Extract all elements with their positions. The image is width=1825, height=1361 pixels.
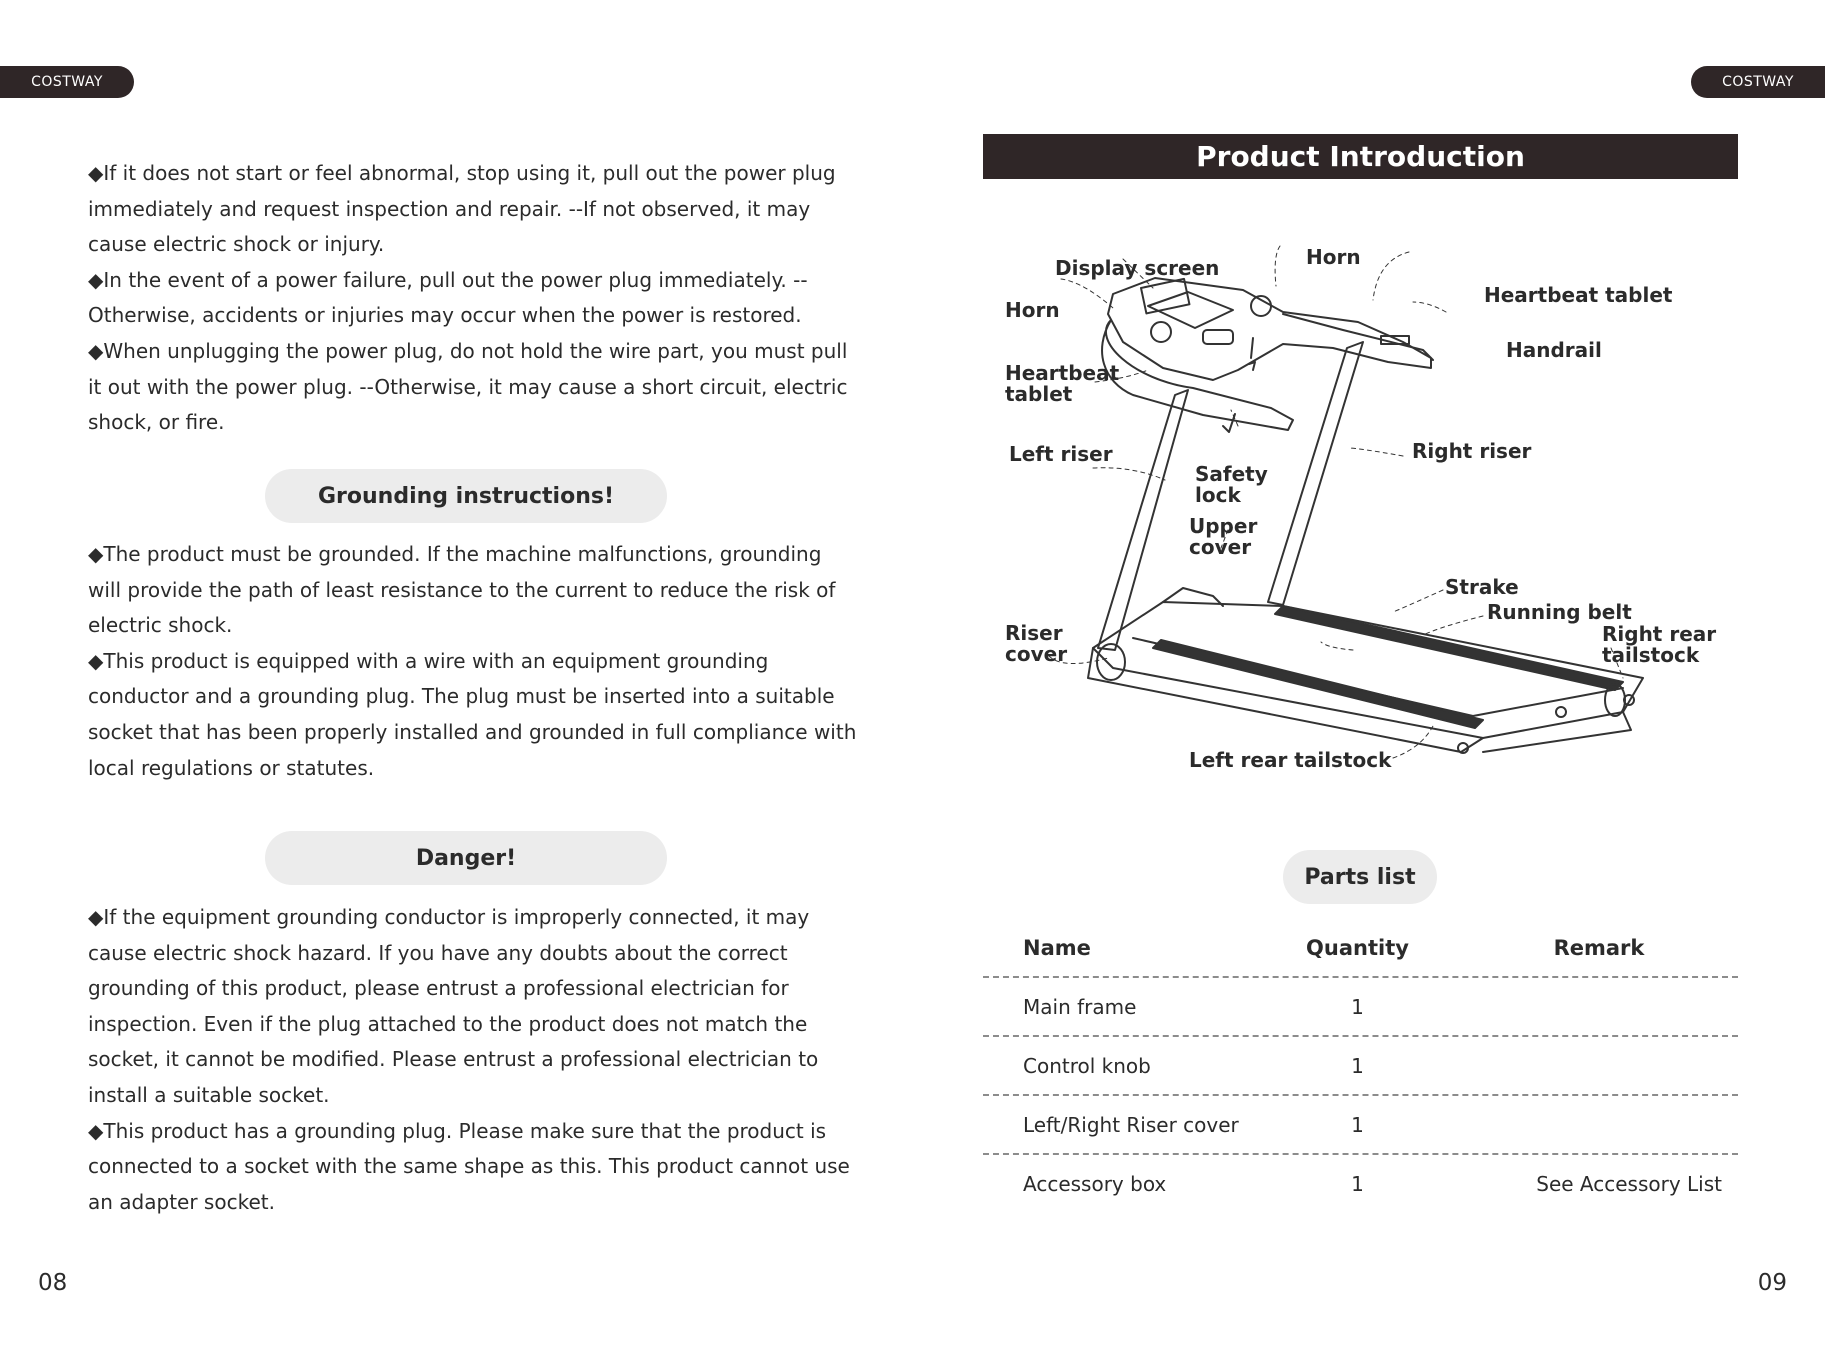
grounding-section [88,537,858,786]
label-line: Upper [1189,514,1258,538]
label-handrail: Handrail [1506,338,1602,362]
label-line: Heartbeat [1005,361,1120,385]
label-upper-cover [1189,516,1257,558]
cell-quantity: 1 [1351,1112,1364,1137]
brand-tab-right [1691,66,1825,98]
table-row [983,976,1738,1035]
label-line: tablet [1005,382,1073,406]
brand-tab-left [0,66,134,98]
treadmill-illustration [983,230,1738,790]
grounding-heading [265,469,667,523]
cell-quantity: 1 [1351,1171,1364,1196]
label-right-riser: Right riser [1412,439,1532,463]
brand-label: COSTWAY [1722,74,1794,90]
cell-quantity: 1 [1351,1053,1364,1078]
intro-paragraph: ◆When unplugging the power plug, do not hold the wire part, you must pull it out with the power plug. --Otherwise, it may cause a short circuit, electric shock, or fire. [88,338,848,435]
page-title: Product Introduction [1196,140,1525,173]
parts-list-heading [1283,850,1437,904]
label-left-rear-tailstock: Left rear tailstock [1189,748,1392,772]
danger-heading-text: Danger! [415,845,517,871]
label-line: lock [1195,483,1241,507]
cell-remark: See Accessory List [1536,1171,1722,1196]
table-row [983,1035,1738,1094]
treadmill-diagram [983,230,1738,790]
grounding-heading-text: Grounding instructions! [317,483,615,509]
page-number-left: 08 [38,1270,68,1296]
table-row [983,1153,1738,1212]
cell-quantity: 1 [1351,994,1364,1019]
grounding-paragraph: ◆The product must be grounded. If the machine malfunctions, grounding will provide the path of least resistance to the current to reduce the risk of electric shock. [88,542,836,638]
column-header-name: Name [1023,936,1091,960]
column-header-quantity: Quantity [1306,936,1409,960]
table-header [983,920,1738,976]
label-line: Riser [1005,621,1063,645]
cell-name: Accessory box [1023,1171,1167,1196]
danger-section [88,900,858,1220]
label-right-rear-tailstock [1602,624,1716,666]
intro-paragraph: ◆In the event of a power failure, pull out the power plug immediately. --Otherwise, accidents or injuries may occur when the power is restored. [88,267,808,328]
label-heartbeat-tablet-right: Heartbeat tablet [1484,283,1673,307]
label-horn-left: Horn [1005,298,1060,322]
label-left-riser: Left riser [1009,442,1113,466]
label-strake: Strake [1445,575,1519,599]
cell-name: Control knob [1023,1053,1151,1078]
label-line: cover [1189,535,1252,559]
danger-paragraph: ◆If the equipment grounding conductor is improperly connected, it may cause electric shock hazard. If you have any doubts about the correct grounding of this product, please entrust a professional electrician for inspection. Even if the plug attached to the product does not match the socket, it cannot be modified. Please entrust a professional electrician to install a suitable socket. [88,905,819,1107]
product-introduction-title [983,134,1738,179]
label-running-belt: Running belt [1487,600,1632,624]
label-safety-lock [1195,464,1268,506]
cell-name: Main frame [1023,994,1137,1019]
cell-name: Left/Right Riser cover [1023,1112,1239,1137]
column-header-remark: Remark [1553,936,1645,960]
brand-label: COSTWAY [31,74,103,90]
label-line: tailstock [1602,643,1700,667]
grounding-paragraph: ◆This product is equipped with a wire with an equipment grounding conductor and a grounding plug. The plug must be inserted into a suitable socket that has been properly installed and grounded in full compliance with local regulations or statutes. [88,648,857,780]
intro-paragraph: ◆If it does not start or feel abnormal, stop using it, pull out the power plug immediately and request inspection and repair. --If not observed, it may cause electric shock or injury. [88,161,836,257]
table-row [983,1094,1738,1153]
label-line: Safety [1195,462,1268,486]
danger-heading [265,831,667,885]
parts-list-heading-text: Parts list [1304,864,1416,890]
danger-paragraph: ◆This product has a grounding plug. Please make sure that the product is connected to a socket with the same shape as this. This product cannot use an adapter socket. [88,1118,850,1214]
label-heartbeat-tablet-left [1005,363,1119,405]
parts-table [983,920,1738,1212]
label-riser-cover [1005,623,1067,665]
label-horn-top: Horn [1306,245,1361,269]
page-number-right: 09 [1757,1270,1787,1296]
label-line: Right rear [1602,622,1717,646]
label-display-screen: Display screen [1055,256,1220,280]
label-line: cover [1005,642,1068,666]
intro-section [88,156,858,441]
